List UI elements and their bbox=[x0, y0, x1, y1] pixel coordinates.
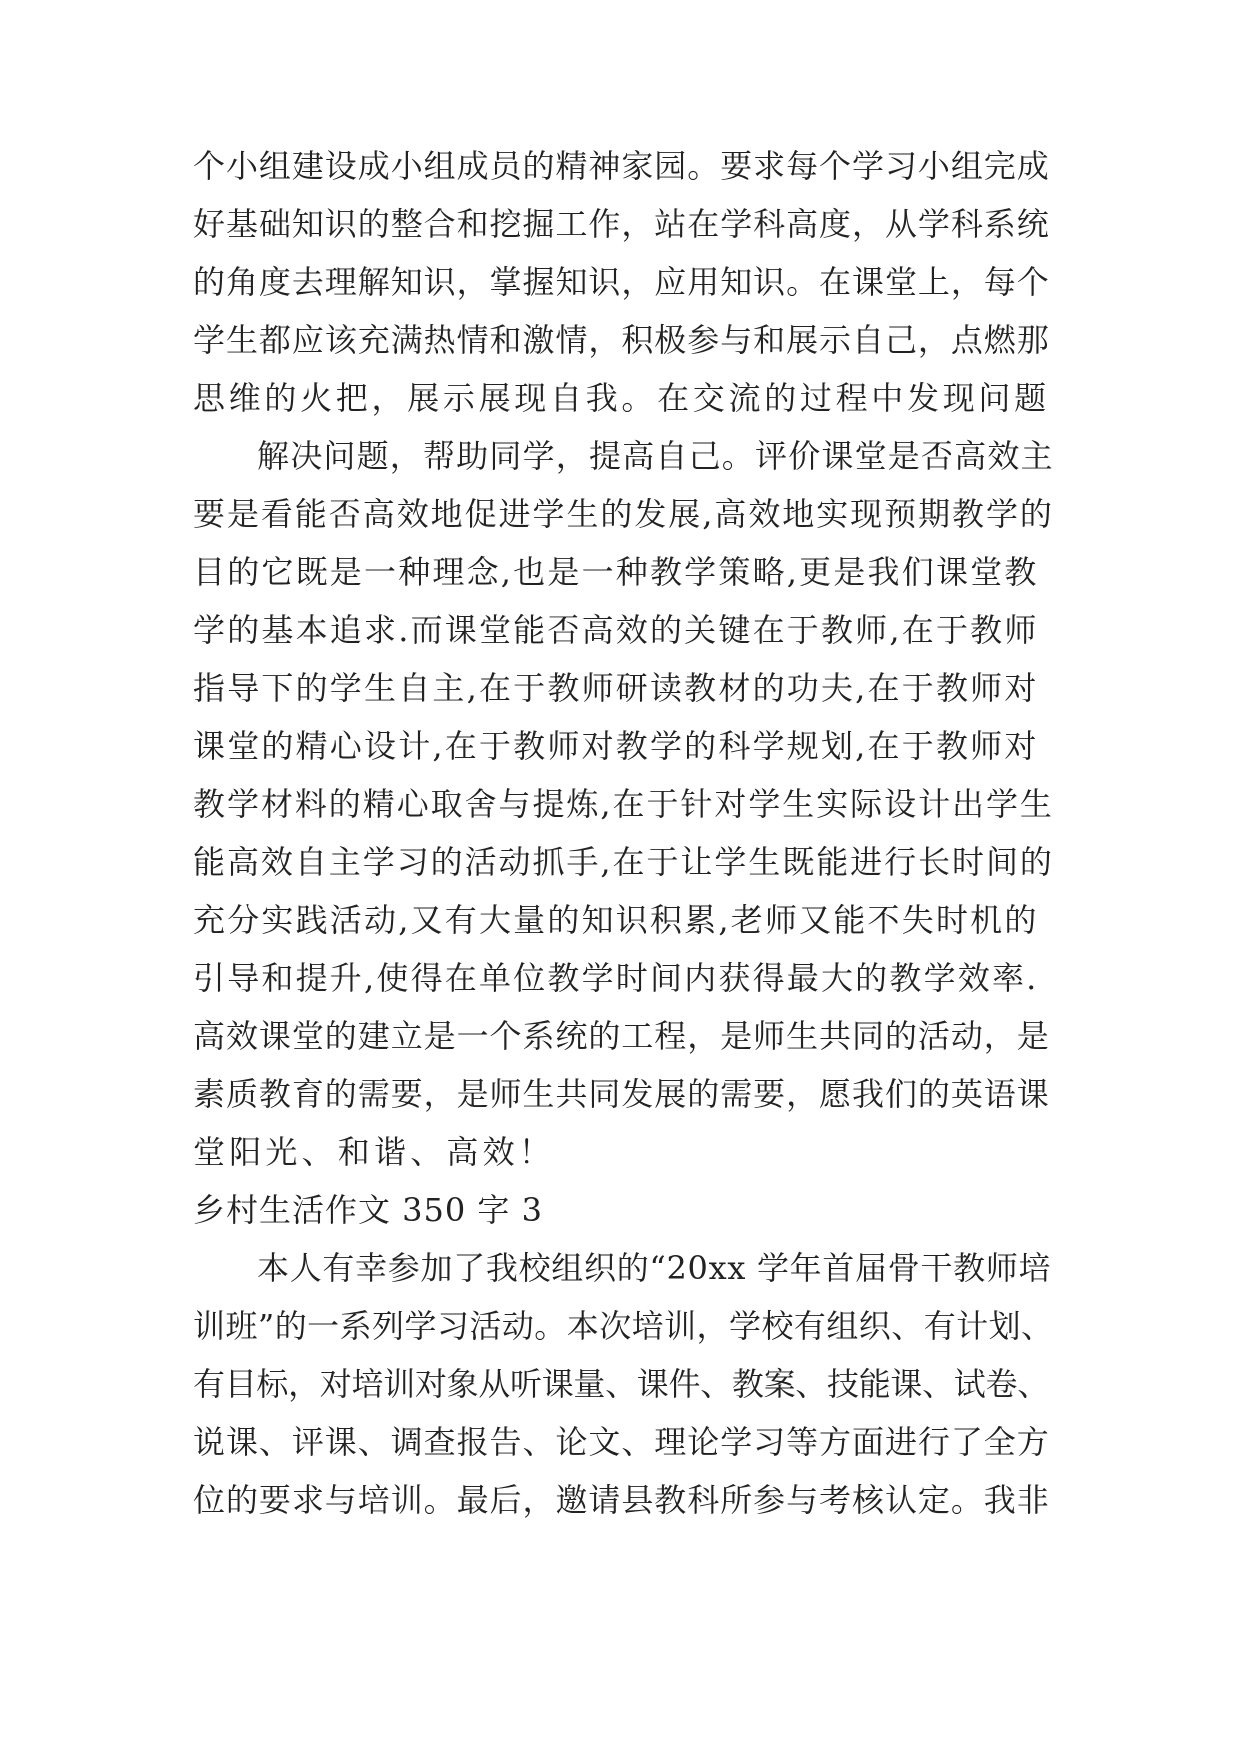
paragraph-line: 训班”的一系列学习活动。本次培训，学校有组织、有计划、 bbox=[193, 1307, 1054, 1345]
paragraph-line: 素质教育的需要，是师生共同发展的需要，愿我们的英语课 bbox=[193, 1075, 1050, 1113]
section-heading: 乡村生活作文 350 字 3 bbox=[193, 1191, 543, 1229]
paragraph-line: 充分实践活动,又有大量的知识积累,老师又能不失时机的 bbox=[193, 901, 1039, 939]
paragraph-line: 学的基本追求.而课堂能否高效的关键在于教师,在于教师 bbox=[193, 611, 1039, 649]
paragraph-line: 要是看能否高效地促进学生的发展,高效地实现预期教学的 bbox=[193, 495, 1054, 533]
paragraph-line: 思维的火把，展示展现自我。在交流的过程中发现问题 bbox=[193, 379, 1050, 417]
paragraph-line: 解决问题，帮助同学，提高自己。评价课堂是否高效主 bbox=[257, 437, 1054, 475]
paragraph-line: 有目标，对培训对象从听课量、课件、教案、技能课、试卷、 bbox=[193, 1365, 1049, 1403]
paragraph-line: 堂阳光、和谐、高效！ bbox=[193, 1133, 556, 1171]
paragraph-line: 目的它既是一种理念,也是一种教学策略,更是我们课堂教 bbox=[193, 553, 1039, 591]
paragraph-line: 高效课堂的建立是一个系统的工程，是师生共同的活动，是 bbox=[193, 1017, 1050, 1055]
paragraph-line: 位的要求与培训。最后，邀请县教科所参与考核认定。我非 bbox=[193, 1481, 1050, 1519]
paragraph-line: 教学材料的精心取舍与提炼,在于针对学生实际设计出学生 bbox=[193, 785, 1054, 823]
paragraph-line: 本人有幸参加了我校组织的“20xx 学年首届骨干教师培 bbox=[257, 1249, 1052, 1287]
paragraph-line: 课堂的精心设计,在于教师对教学的科学规划,在于教师对 bbox=[193, 727, 1039, 765]
paragraph-line: 说课、评课、调查报告、论文、理论学习等方面进行了全方 bbox=[193, 1423, 1050, 1461]
paragraph-line: 引导和提升,使得在单位教学时间内获得最大的教学效率. bbox=[193, 959, 1039, 997]
paragraph-line: 的角度去理解知识，掌握知识，应用知识。在课堂上，每个 bbox=[193, 263, 1050, 301]
paragraph-line: 个小组建设成小组成员的精神家园。要求每个学习小组完成 bbox=[193, 147, 1050, 185]
paragraph-line: 指导下的学生自主,在于教师研读教材的功夫,在于教师对 bbox=[193, 669, 1039, 707]
paragraph-line: 学生都应该充满热情和激情，积极参与和展示自己，点燃那 bbox=[193, 321, 1050, 359]
paragraph-line: 能高效自主学习的活动抓手,在于让学生既能进行长时间的 bbox=[193, 843, 1054, 881]
paragraph-line: 好基础知识的整合和挖掘工作，站在学科高度，从学科系统 bbox=[193, 205, 1050, 243]
